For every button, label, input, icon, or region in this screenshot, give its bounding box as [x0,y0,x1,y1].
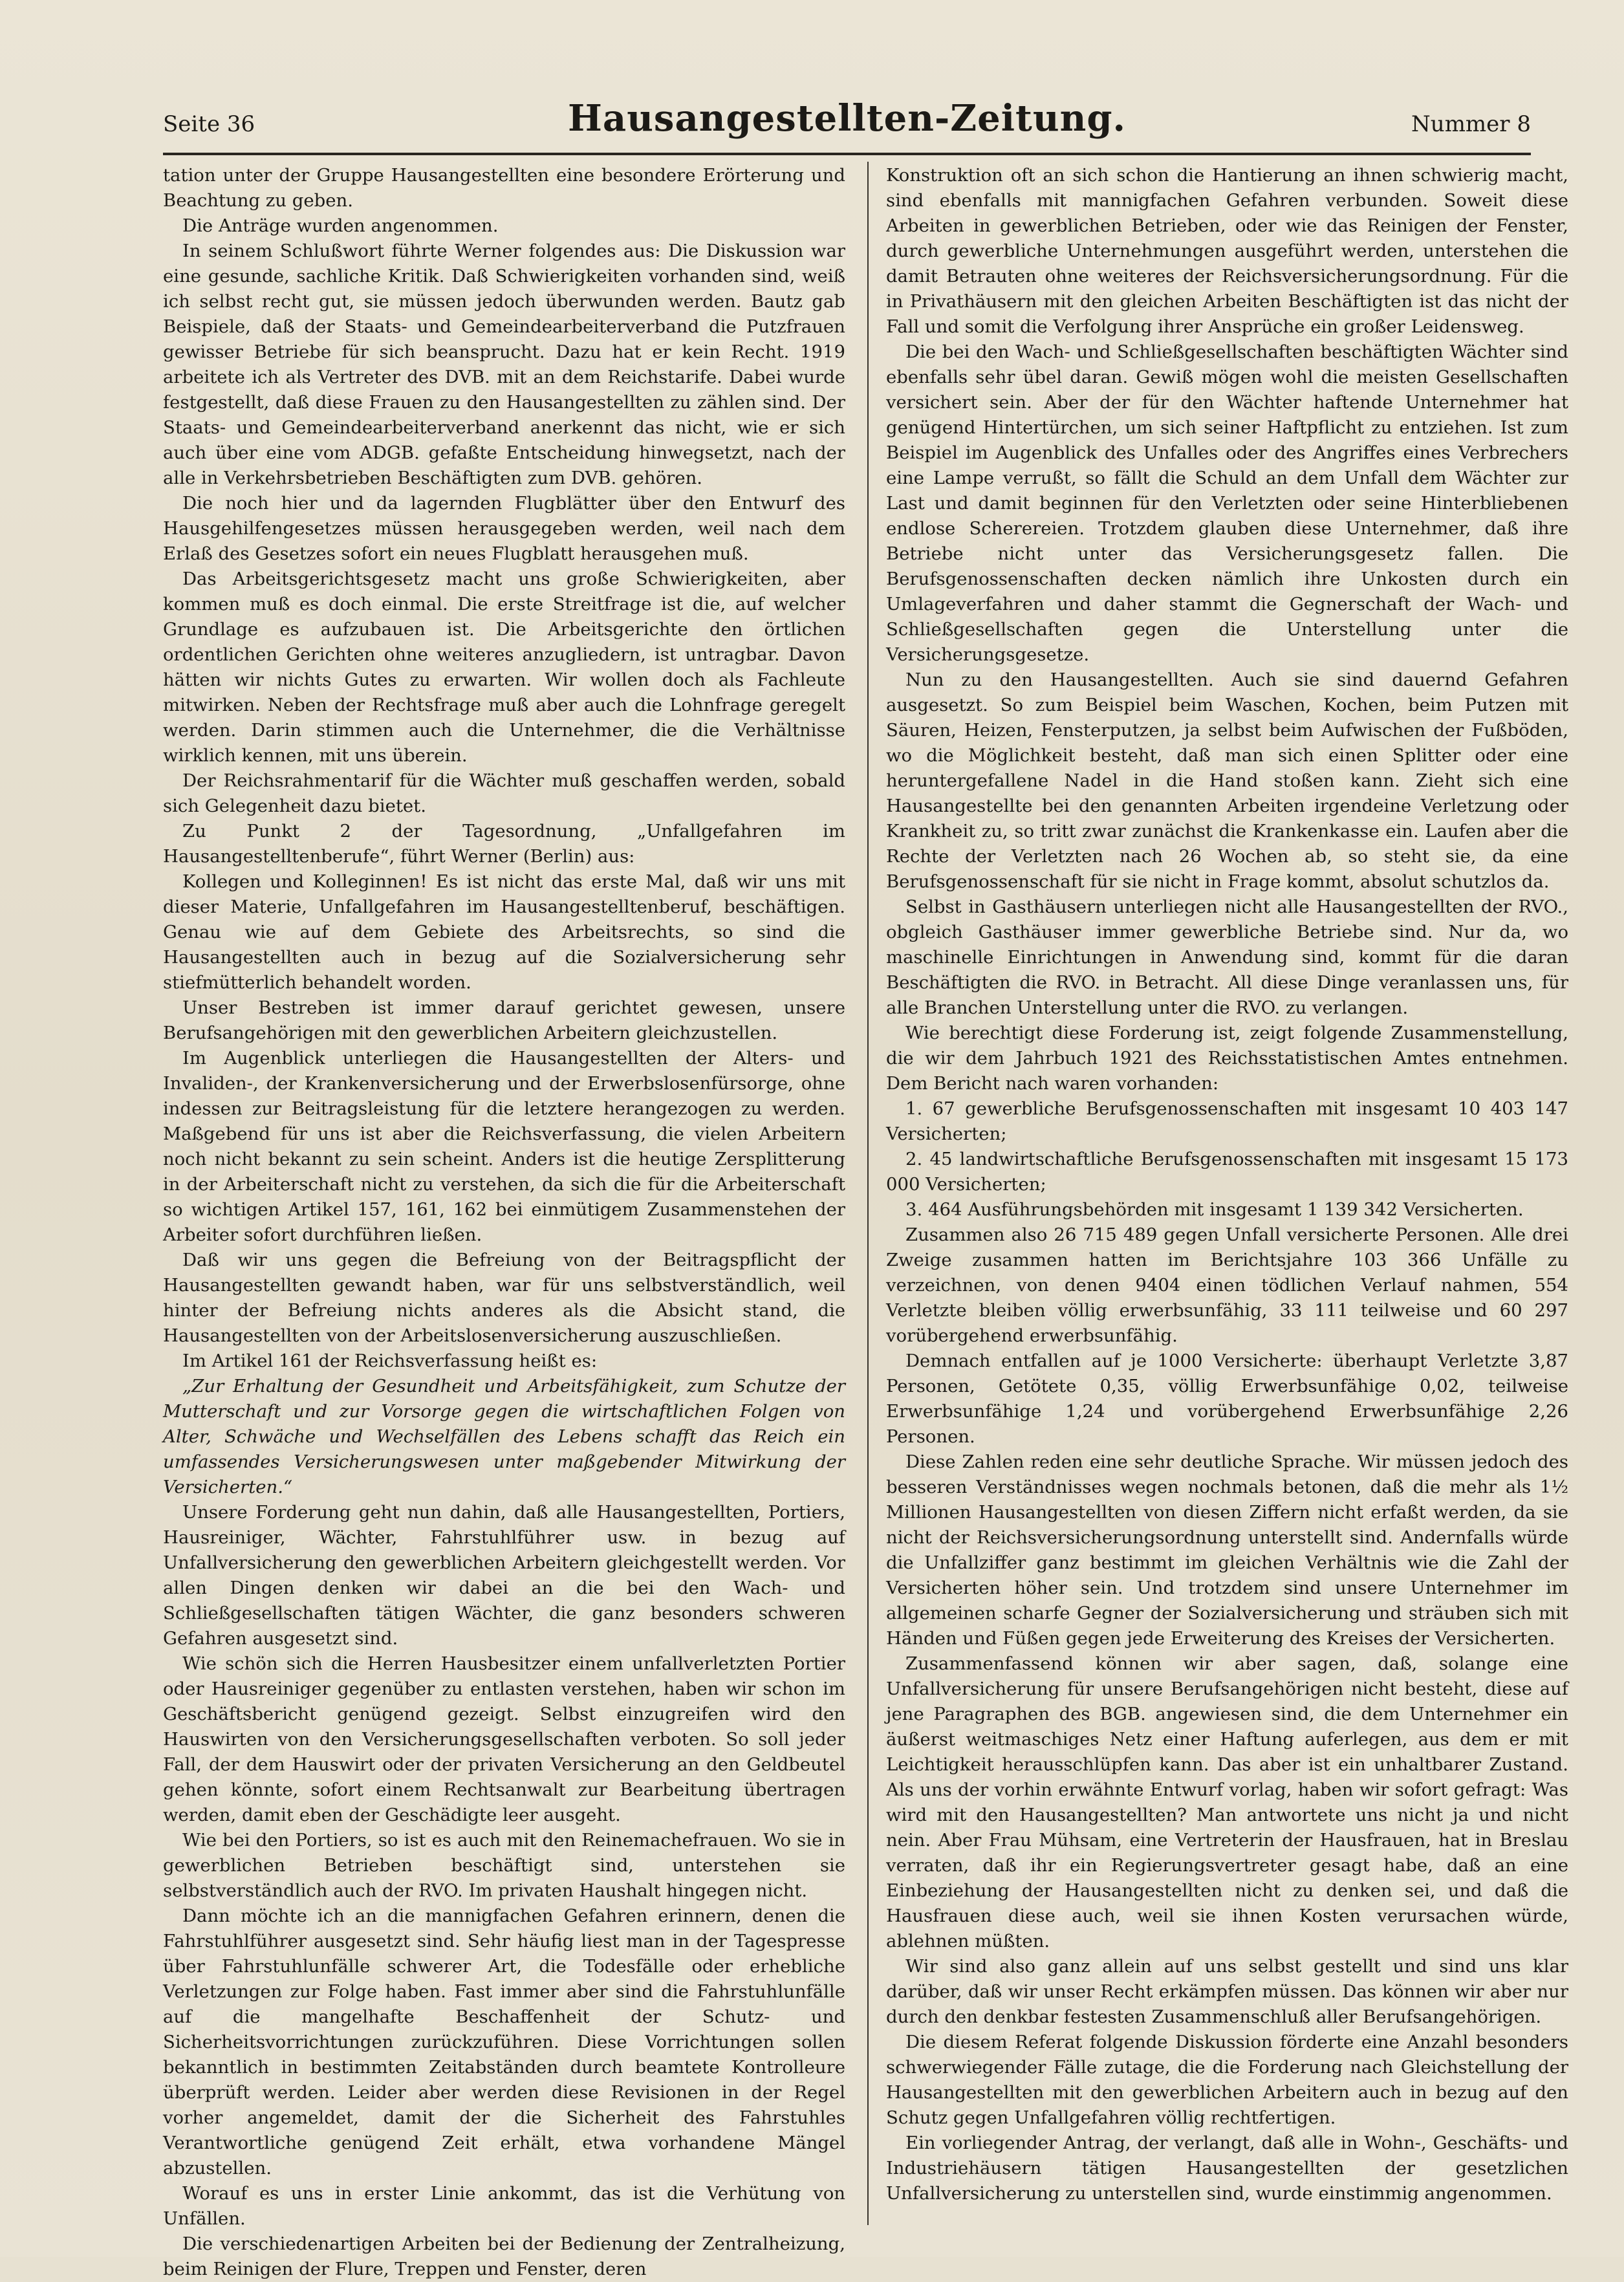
paragraph: Der Reichsrahmentarif für die Wächter muß geschaffen werden, sobald sich Gelegenheit dazu bietet. [163,770,845,816]
header-rule [163,153,1531,155]
paragraph: Die diesem Referat folgende Diskussion förderte eine Anzahl besonders schwerwiegender Fälle zutage, die die Forderung nach Gleichstellung der Hausangestellten mit den gewerblichen Arbeitern auch in bezug auf den Schutz gegen Unfallgefahren völlig rechtfertigen. [886,2032,1568,2128]
right-column [886,163,1568,2226]
paragraph: Unsere Forderung geht nun dahin, daß alle Hausangestellten, Portiers, Hausreiniger, Wächter, Fahrstuhlführer usw. in bezug auf Unfallversicherung den gewerblichen Arbeitern gleichgestellt werden. Vor allen Dingen denken wir dabei an die bei den Wach- und Schließgesellschaften tätigen Wächter, die ganz besonders schweren Gefahren ausgesetzt sind. [163,1502,845,1649]
page-header [163,97,1531,146]
paragraph: Die bei den Wach- und Schließgesellschaften beschäftigten Wächter sind ebenfalls sehr übel daran. Gewiß mögen wohl die meisten Gesellschaften versichert sein. Aber der für den Wächter haftende Unternehmer hat genügend Hintertürchen, um sich seiner Haftpflicht zu entziehen. Ist zum Beispiel im Augenblick des Unfalles oder des Angriffes eines Verbrechers eine Lampe verrußt, so fällt die Schuld an dem Unfall dem Wächter zur Last und damit beginnen für den Verletzten oder seine Hinterbliebenen endlose Scherereien. Trotzdem glauben diese Unternehmer, daß ihre Betriebe nicht unter das Versicherungsgesetz fallen. Die Berufsgenossenschaften decken nämlich ihre Unkosten durch ein Umlageverfahren und daher stammt die Gegnerschaft der Wach- und Schließgesellschaften gegen die Unterstellung unter die Versicherungsgesetze. [886,342,1568,665]
paragraph: Im Augenblick unterliegen die Hausangestellten der Alters- und Invaliden-, der Krankenversicherung und der Erwerbslosenfürsorge, ohne indessen zur Beitragsleistung für die letztere herangezogen zu werden. Maßgebend für uns ist aber die Reichsverfassung, die vielen Arbeitern noch nicht bekannt zu sein scheint. Anders ist die heutige Zersplitterung in der Arbeiterschaft nicht zu verstehen, da sich die für die Arbeiterschaft so wichtigen Artikel 157, 161, 162 bei einmütigem Zusammenstehen der Arbeiter sofort durchführen ließen. [163,1048,845,1245]
paragraph: Diese Zahlen reden eine sehr deutliche Sprache. Wir müssen jedoch des besseren Verständnisses wegen nochmals betonen, daß die mehr als 1½ Millionen Hausangestellten von diesen Ziffern nicht erfaßt werden, da sie nicht der Reichsversicherungsordnung unterstellt sind. Andernfalls würde die Unfallziffer ganz bestimmt im gleichen Verhältnis wie die Zahl der Versicherten höher sein. Und trotzdem sind unsere Unternehmer im allgemeinen scharfe Gegner der Sozialversicherung und sträuben sich mit Händen und Füßen gegen jede Erweiterung des Kreises der Versicherten. [886,1451,1568,1649]
left-column [163,163,845,2279]
paragraph: In seinem Schlußwort führte Werner folgendes aus: Die Diskussion war eine gesunde, sachliche Kritik. Daß Schwierigkeiten vorhanden sind, weiß ich selbst recht gut, sie müssen jedoch überwunden werden. Bautz gab Beispiele, daß der Staats- und Gemeindearbeiterverband die Putzfrauen gewisser Betriebe für sich beansprucht. Dazu hat er kein Recht. 1919 arbeitete ich als Vertreter des DVB. mit an dem Reichstarife. Dabei wurde festgestellt, daß diese Frauen zu den Hausangestellten zu zählen sind. Der Staats- und Gemeindearbeiterverband anerkennt das nicht, wie er sich auch über eine vom ADGB. gefaßte Entscheidung hinwegsetzt, nach der alle in Verkehrsbetrieben Beschäftigten zum DVB. gehören. [163,241,845,488]
paragraph: Unser Bestreben ist immer darauf gerichtet gewesen, unsere Berufsangehörigen mit den gewerblichen Arbeitern gleichzustellen. [163,997,845,1043]
newspaper-title: Hausangestellten-Zeitung. [568,97,1126,140]
paragraph: Kollegen und Kolleginnen! Es ist nicht das erste Mal, daß wir uns mit dieser Materie, Unfallgefahren im Hausangestelltenberuf, beschäftigen. Genau wie auf dem Gebiete des Arbeitsrechts, so sind die Hausangestellten auch in bezug auf die Sozialversicherung sehr stiefmütterlich behandelt worden. [163,871,845,993]
paragraph: Wie bei den Portiers, so ist es auch mit den Reinemachefrauen. Wo sie in gewerblichen Betrieben beschäftigt sind, unterstehen sie selbstverständlich auch der RVO. Im privaten Haushalt hingegen nicht. [163,1830,845,1901]
statistics-item: 1. 67 gewerbliche Berufsgenossenschaften mit insgesamt 10 403 147 Versicherten; [886,1098,1568,1144]
paragraph: Die Anträge wurden angenommen. [182,215,499,236]
paragraph: Konstruktion oft an sich schon die Hantierung an ihnen schwierig macht, sind ebenfalls mit mannigfachen Gefahren verbunden. Soweit diese Arbeiten in gewerblichen Betrieben, oder wie das Reinigen der Fenster, durch gewerbliche Unternehmungen ausgeführt werden, unterstehen die damit Betrauten ohne weiteres der Reichsversicherungsordnung. Für die in Privathäusern mit den gleichen Arbeiten Beschäftigten ist das nicht der Fall und somit die Verfolgung ihrer Ansprüche ein großer Leidensweg. [886,165,1568,337]
statistics-item: 2. 45 landwirtschaftliche Berufsgenossenschaften mit insgesamt 15 173 000 Versicherten; [886,1149,1568,1195]
page-number: Seite 36 [163,111,255,137]
paragraph: Die verschiedenartigen Arbeiten bei der Bedienung der Zentralheizung, beim Reinigen der Flure, Treppen und Fenster, deren [163,2233,845,2279]
paragraph: Wie schön sich die Herren Hausbesitzer einem unfallverletzten Portier oder Hausreiniger gegenüber zu entlasten verstehen, haben wir schon im Geschäftsbericht genügend gezeigt. Selbst einzugreifen wird den Hauswirten von den Versicherungsgesellschaften verboten. So soll jeder Fall, der dem Hauswirt oder der privaten Versicherung an den Geldbeutel gehen könnte, sofort einem Rechtsanwalt zur Bearbeitung übertragen werden, damit eben der Geschädigte leer ausgeht. [163,1653,845,1825]
paragraph: Dann möchte ich an die mannigfachen Gefahren erinnern, denen die Fahrstuhlführer ausgesetzt sind. Sehr häufig liest man in der Tagespresse über Fahrstuhlunfälle schwerer Art, die Todesfälle oder erhebliche Verletzungen zur Folge haben. Fast immer aber sind die Fahrstuhlunfälle auf die mangelhafte Beschaffenheit der Schutz- und Sicherheitsvorrichtungen zurückzuführen. Diese Vorrichtungen sollen bekanntlich in bestimmten Zeitabständen durch beamtete Kontrolleure überprüft werden. Leider aber werden diese Revisionen in der Regel vorher angemeldet, damit der die Sicherheit des Fahrstuhles Verantwortliche genügend Zeit erhält, etwa vorhandene Mängel abzustellen. [163,1906,845,2179]
issue-number: Nummer 8 [1411,111,1531,137]
paragraph: Zusammen also 26 715 489 gegen Unfall versicherte Personen. Alle drei Zweige zusammen hatten im Berichtsjahre 103 366 Unfälle zu verzeichnen, von denen 9404 einen tödlichen Verlauf nahmen, 554 Verletzte bleiben völlig erwerbsunfähig, 33 111 teilweise und 60 297 vorübergehend erwerbsunfähig. [886,1224,1568,1346]
paragraph: Worauf es uns in erster Linie ankommt, das ist die Verhütung von Unfällen. [163,2183,845,2229]
paragraph: Daß wir uns gegen die Befreiung von der Beitragspflicht der Hausangestellten gewandt haben, war für uns selbstverständlich, weil hinter der Befreiung nichts anderes als die Absicht stand, die Hausangestellten von der Arbeitslosenversicherung auszuschließen. [163,1250,845,1346]
paragraph: Die noch hier und da lagernden Flugblätter über den Entwurf des Hausgehilfengesetzes müssen herausgegeben werden, weil nach dem Erlaß des Gesetzes sofort ein neues Flugblatt herausgehen muß. [163,493,845,564]
paragraph: Wir sind also ganz allein auf uns selbst gestellt und sind uns klar darüber, daß wir unser Recht erkämpfen müssen. Das können wir aber nur durch den denkbar festesten Zusammenschluß aller Berufsangehörigen. [886,1956,1568,2027]
paragraph: Zusammenfassend können wir aber sagen, daß, solange eine Unfallversicherung für unsere Berufsangehörigen nicht besteht, diese auf jene Paragraphen des BGB. angewiesen sind, die dem Unternehmer ein äußerst weitmaschiges Netz einer Haftung auferlegen, aus dem er mit Leichtigkeit herausschlüpfen kann. Das aber ist ein unhaltbarer Zustand. Als uns der vorhin erwähnte Entwurf vorlag, haben wir sofort gefragt: Was wird mit den Hausangestellten? Man antwortete uns nicht ja und nicht nein. Aber Frau Mühsam, eine Vertreterin der Hausfrauen, hat in Breslau verraten, daß ihr ein Regierungsvertreter gesagt habe, daß an eine Einbeziehung der Hausangestellten nicht zu denken sei, und daß die Hausfrauen diese auch, weil sie ihnen Kosten verursachen würde, ablehnen müßten. [886,1653,1568,1951]
paragraph: Nun zu den Hausangestellten. Auch sie sind dauernd Gefahren ausgesetzt. So zum Beispiel beim Waschen, Kochen, beim Putzen mit Säuren, Heizen, Fensterputzen, ja selbst beim Aufwischen der Fußböden, wo die Möglichkeit besteht, daß man sich einen Splitter oder eine heruntergefallene Nadel in die Hand stoßen kann. Zieht sich eine Hausangestellte bei den genannten Arbeiten irgendeine Verletzung oder Krankheit zu, so tritt zwar zunächst die Krankenkasse ein. Laufen aber die Rechte der Verletzten nach 26 Wochen ab, so steht sie, da eine Berufsgenossenschaft für sie nicht in Frage kommt, absolut schutzlos da. [886,669,1568,892]
statistics-item: 3. 464 Ausführungsbehörden mit insgesamt 1 139 342 Versicherten. [905,1199,1524,1220]
column-divider [867,162,869,2225]
quotation: „Zur Erhaltung der Gesundheit und Arbeitsfähigkeit, zum Schutze der Mutterschaft und zur Vorsorge gegen die wirtschaftlichen Folgen von Alter, Schwäche und Wechselfällen des Lebens schafft das Reich ein umfassendes Versicherungswesen unter maßgebender Mitwirkung der Versicherten.“ [163,1376,845,1497]
paragraph: Ein vorliegender Antrag, der verlangt, daß alle in Wohn-, Geschäfts- und Industriehäusern tätigen Hausangestellten der gesetzlichen Unfallversicherung zu unterstellen sind, wurde einstimmig angenommen. [886,2133,1568,2204]
paragraph: tation unter der Gruppe Hausangestellten eine besondere Erörterung und Beachtung zu geben. [163,165,845,211]
paragraph: Zu Punkt 2 der Tagesordnung, „Unfallgefahren im Hausangestelltenberufe“, führt Werner (Berlin) aus: [163,821,845,867]
paragraph: Selbst in Gasthäusern unterliegen nicht alle Hausangestellten der RVO., obgleich Gasthäuser immer gewerbliche Betriebe sind. Nur da, wo maschinelle Einrichtungen in Anwendung sind, kommt für die daran Beschäftigten die RVO. in Betracht. All diese Dinge veranlassen uns, für alle Branchen Unterstellung unter die RVO. zu verlangen. [886,896,1568,1018]
paragraph: Das Arbeitsgerichtsgesetz macht uns große Schwierigkeiten, aber kommen muß es doch einmal. Die erste Streitfrage ist die, auf welcher Grundlage es aufzubauen ist. Die Arbeitsgerichte den örtlichen ordentlichen Gerichten ohne weiteres anzugliedern, ist untragbar. Davon hätten wir nichts Gutes zu erwarten. Wir wollen doch als Fachleute mitwirken. Neben der Rechtsfrage muß aber auch die Lohnfrage geregelt werden. Darin stimmen auch die Unternehmer, die die Verhältnisse wirklich kennen, mit uns überein. [163,569,845,766]
paragraph: Demnach entfallen auf je 1000 Versicherte: überhaupt Verletzte 3,87 Personen, Getötete 0,35, völlig Erwerbsunfähige 0,02, teilweise Erwerbsunfähige 1,24 und vorübergehend Erwerbsunfähige 2,26 Personen. [886,1351,1568,1447]
paragraph: Im Artikel 161 der Reichsverfassung heißt es: [182,1351,598,1371]
paragraph: Wie berechtigt diese Forderung ist, zeigt folgende Zusammenstellung, die wir dem Jahrbuch 1921 des Reichsstatistischen Amtes entnehmen. Dem Bericht nach waren vorhanden: [886,1023,1568,1094]
